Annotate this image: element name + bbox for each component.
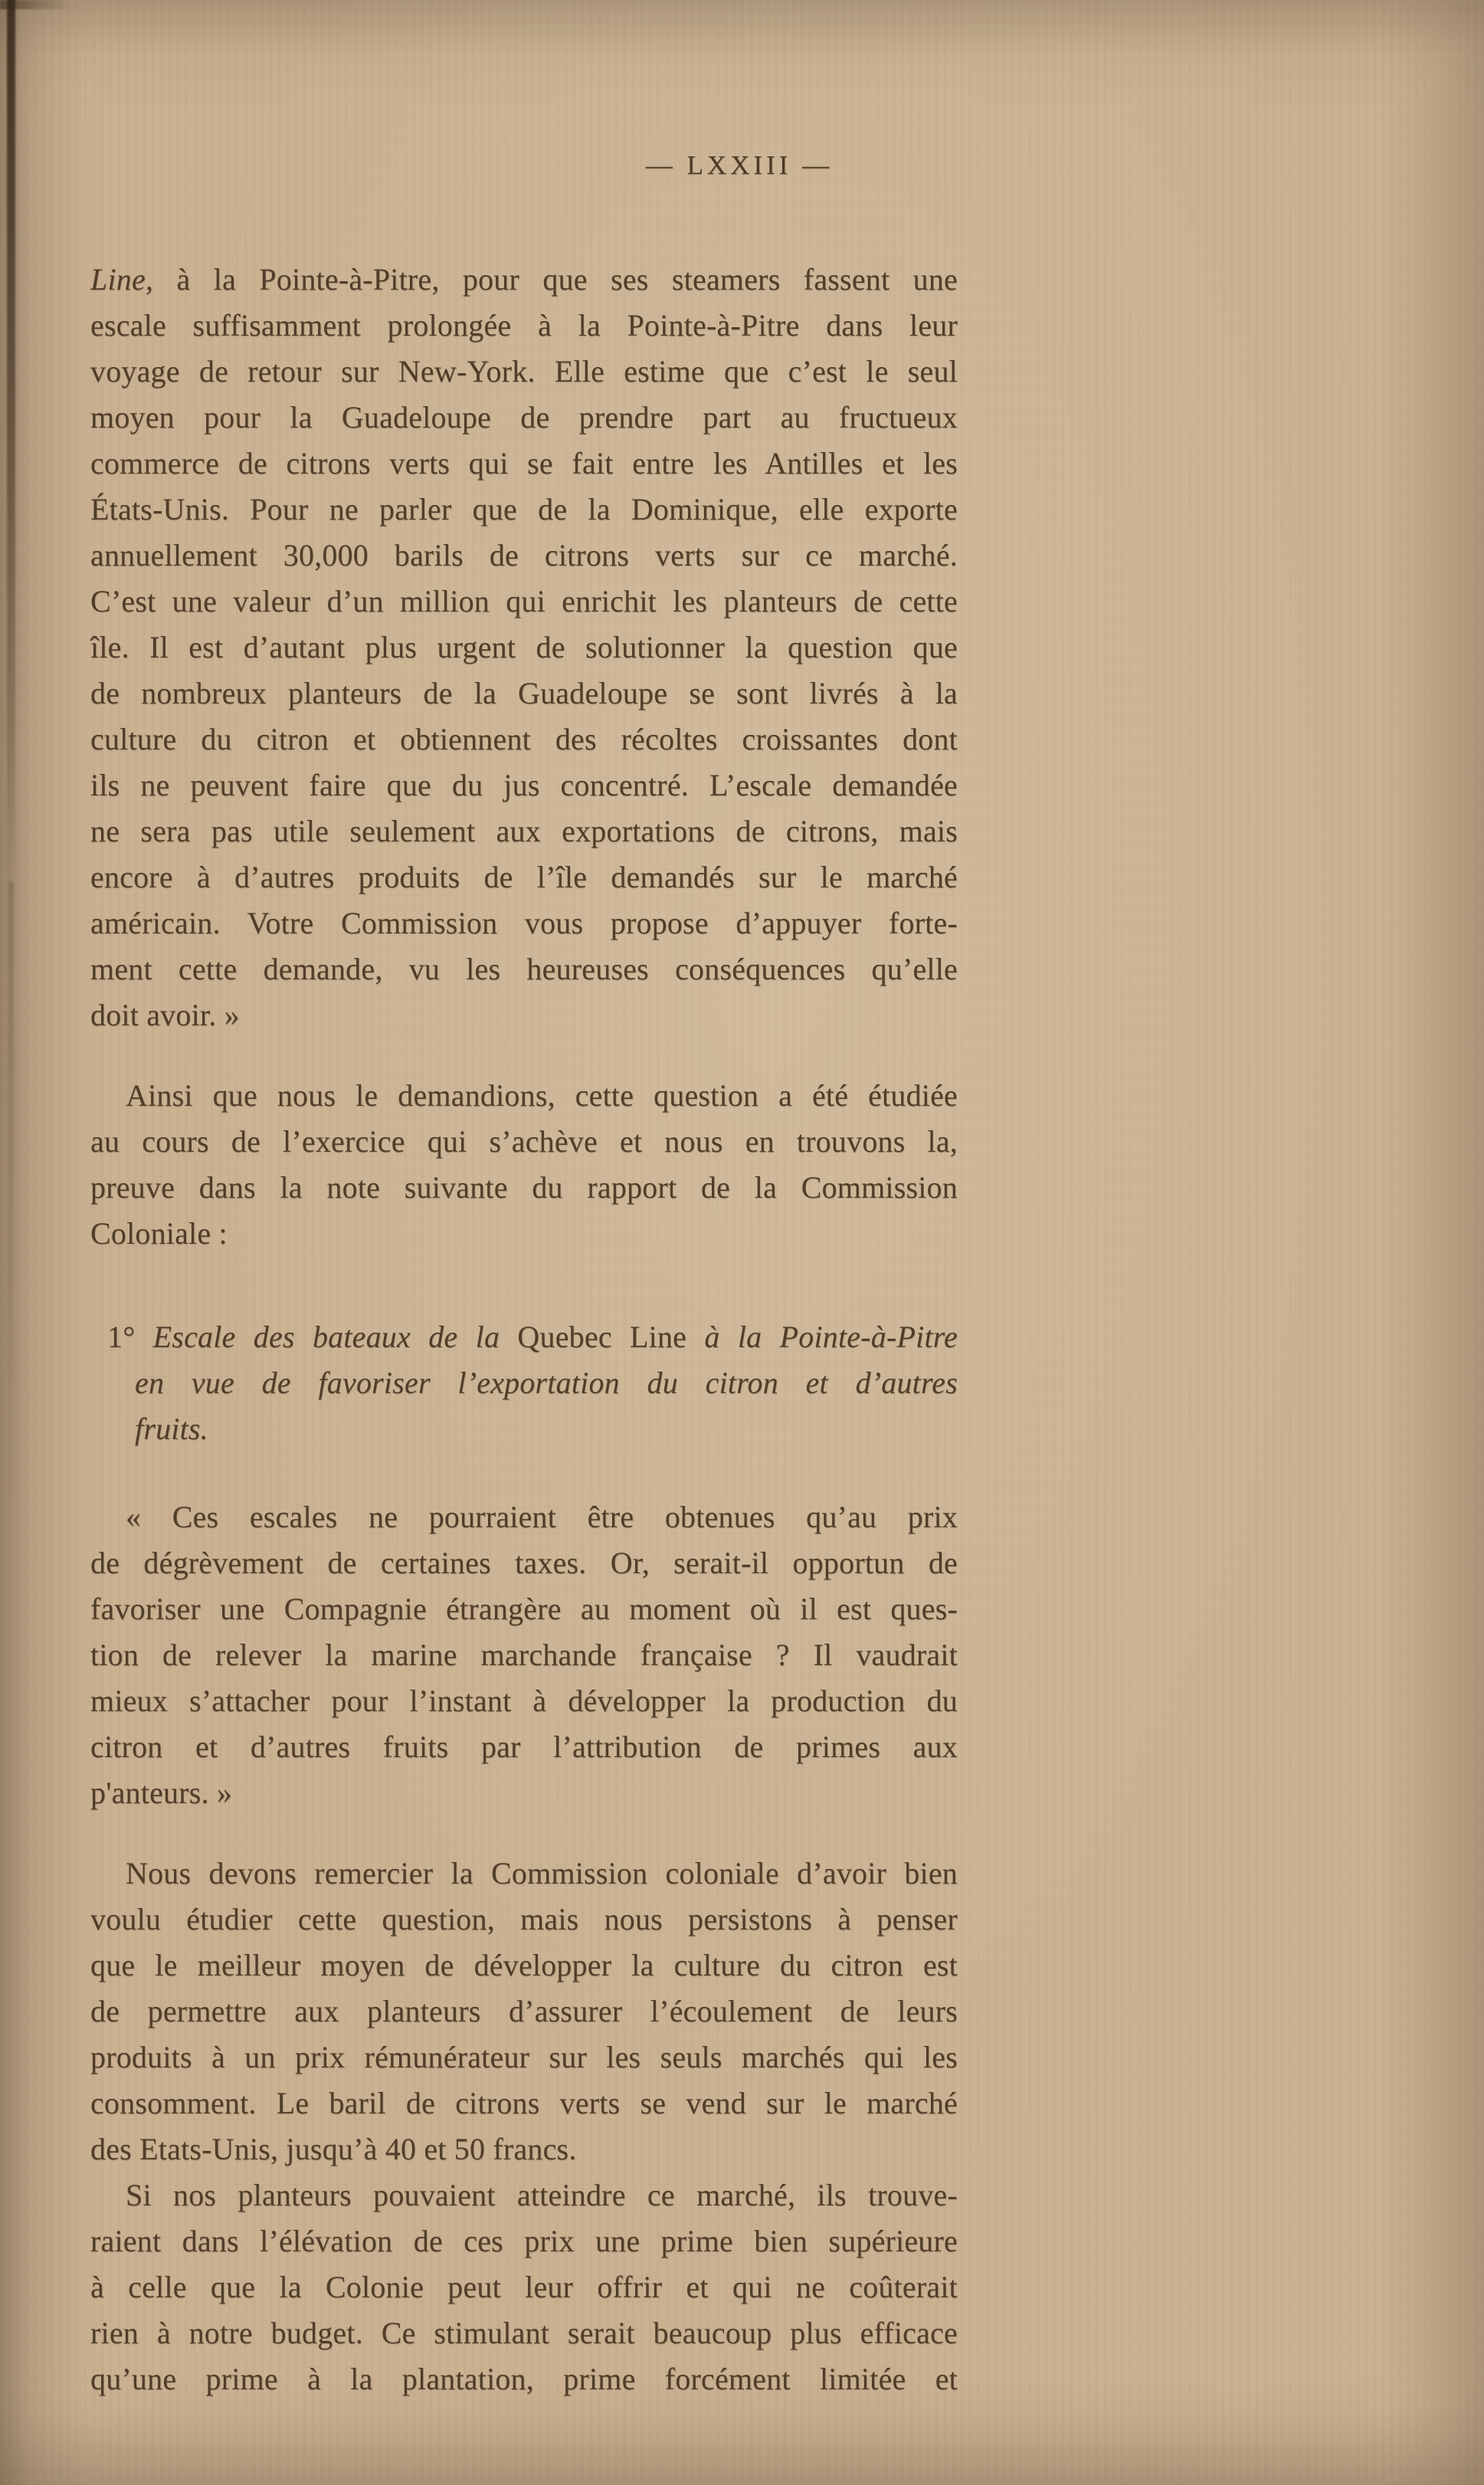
scan-edge-artifact xyxy=(0,0,70,9)
text-line: que le meilleur moyen de développer la culture du citron est xyxy=(90,1948,958,1982)
text-line: escale suffisamment prolongée à la Pointe-à-Pitre dans leur xyxy=(90,308,958,343)
text-line: à celle que la Colonie peut leur offrir et qui ne coûterait xyxy=(90,2270,958,2304)
paragraph-prime-conclusion xyxy=(90,2172,958,2402)
text-line: île. Il est d’autant plus urgent de solutionner la question que xyxy=(90,630,958,664)
text-line: de dégrèvement de certaines taxes. Or, serait-il opportun de xyxy=(90,1546,958,1580)
book-gutter-shadow-faint xyxy=(8,881,14,1571)
text-line: Coloniale : xyxy=(90,1216,228,1251)
paragraph-commission-note-intro xyxy=(90,1073,958,1257)
text-line: américain. Votre Commission vous propose d’appuyer forte- xyxy=(90,906,958,940)
text-line: au cours de l’exercice qui s’achève et nous en trouvons la, xyxy=(90,1124,958,1159)
paragraph-remerciement xyxy=(90,1851,958,2172)
text-line: des Etats-Unis, jusqu’à 40 et 50 francs. xyxy=(90,2132,577,2166)
text-line: moyen pour la Guadeloupe de prendre part au fructueux xyxy=(90,400,958,434)
text-line: « Ces escales ne pourraient être obtenues qu’au prix xyxy=(126,1500,958,1534)
text-line: fruits. xyxy=(135,1411,208,1446)
text-line: consomment. Le baril de citrons verts se vend sur le marché xyxy=(90,2086,958,2120)
text-line: voyage de retour sur New-York. Elle estime que c’est le seul xyxy=(90,354,958,388)
text-segment: Line, xyxy=(90,262,154,297)
text-line: États-Unis. Pour ne parler que de la Dominique, elle exporte xyxy=(90,492,958,526)
text-line: Si nos planteurs pouvaient atteindre ce marché, ils trouve- xyxy=(126,2178,958,2212)
text-line: voulu étudier cette question, mais nous persistons à penser xyxy=(90,1902,958,1936)
text-line: mieux s’attacher pour l’instant à développer la production du xyxy=(90,1683,958,1718)
text-line: p'anteurs. » xyxy=(90,1775,233,1810)
text-line: Ainsi que nous le demandions, cette question a été étudiée xyxy=(126,1078,958,1113)
text-line: raient dans l’élévation de ces prix une prime bien supérieure xyxy=(90,2224,958,2258)
text-segment: 1° xyxy=(107,1320,153,1354)
text-segment: Quebec Line xyxy=(517,1320,705,1354)
text-line: qu’une prime à la plantation, prime forcément limitée et xyxy=(90,2362,958,2396)
text-line: preuve dans la note suivante du rapport de la Commission xyxy=(90,1170,958,1205)
page-number: — LXXIII — xyxy=(645,150,834,180)
paragraph-heading-escale xyxy=(90,1314,958,1452)
text-line: citron et d’autres fruits par l’attribution de primes aux xyxy=(90,1729,958,1764)
text-line: annuellement 30,000 barils de citrons verts sur ce marché. xyxy=(90,538,958,572)
text-line: encore à d’autres produits de l’île demandés sur le marché xyxy=(90,860,958,894)
text-line: ils ne peuvent faire que du jus concentré. L’escale demandée xyxy=(90,768,958,802)
text-line: en vue de favoriser l’exportation du citron et d’autres xyxy=(135,1365,958,1400)
text-line: rien à notre budget. Ce stimulant serait beaucoup plus efficace xyxy=(90,2316,958,2350)
text-line: doit avoir. » xyxy=(90,998,240,1032)
book-gutter-shadow xyxy=(7,0,15,906)
text-line: C’est une valeur d’un million qui enrichit les planteurs de cette xyxy=(90,584,958,618)
text-line: ment cette demande, vu les heureuses conséquences qu’elle xyxy=(90,952,958,986)
paragraph-commission-quote xyxy=(90,1494,958,1816)
text-line: Nous devons remercier la Commission coloniale d’avoir bien xyxy=(126,1856,958,1890)
text-line: produits à un prix rémunérateur sur les seuls marchés qui les xyxy=(90,2040,958,2074)
text-line: ne sera pas utile seulement aux exportations de citrons, mais xyxy=(90,814,958,848)
text-line xyxy=(90,257,958,303)
text-segment: Escale des bateaux de la xyxy=(152,1320,518,1354)
text-block xyxy=(90,257,958,2402)
text-line: commerce de citrons verts qui se fait entre les Antilles et les xyxy=(90,446,958,480)
text-line: de permettre aux planteurs d’assurer l’écoulement de leurs xyxy=(90,1994,958,2028)
text-line: culture du citron et obtiennent des récoltes croissantes dont xyxy=(90,722,958,756)
paragraph-quebec-line-request xyxy=(90,257,958,1038)
text-line: favoriser une Compagnie étrangère au moment où il est ques- xyxy=(90,1592,958,1626)
text-line: tion de relever la marine marchande française ? Il vaudrait xyxy=(90,1638,958,1672)
text-line: de nombreux planteurs de la Guadeloupe se sont livrés à la xyxy=(90,676,958,710)
text-line xyxy=(90,1314,958,1360)
text-segment: à la Pointe-à-Pitre, pour que ses steamers fassent une xyxy=(153,262,958,297)
text-segment: à la Pointe-à-Pitre xyxy=(704,1320,958,1354)
